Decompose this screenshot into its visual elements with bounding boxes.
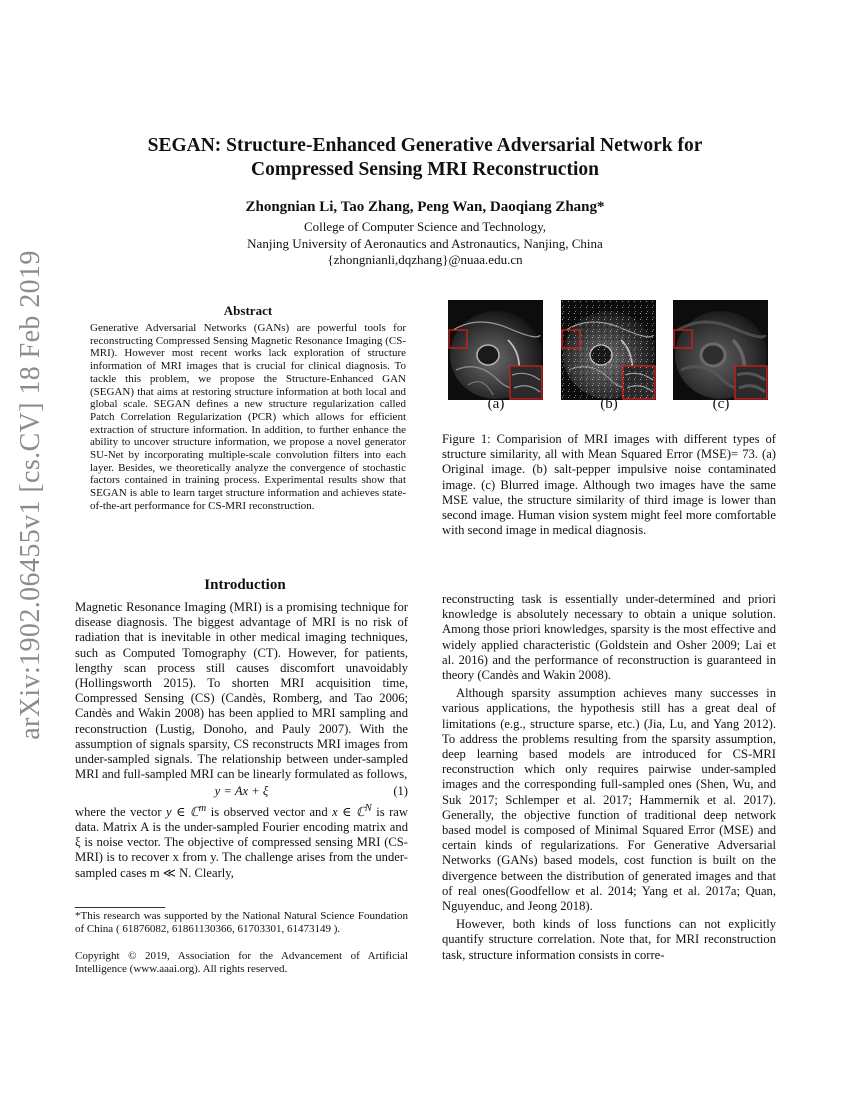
title-line-2: Compressed Sensing MRI Reconstruction [251, 159, 599, 180]
affiliation [80, 219, 770, 269]
author-list: Zhongnian Li, Tao Zhang, Peng Wan, Daoqiang Zhang* [245, 199, 605, 215]
abstract-text: Generative Adversarial Networks (GANs) are powerful tools for reconstructing Compressed Sensing Magnetic Resonance Imaging (CS-MRI). However most recent works lack exploration of structure information of MRI images that is crucial for clinical diagnosis. To tackle this problem, we propose the Structure-Enhanced GAN (SEGAN) that aims at restoring structure information at both local and global scale. SEGAN defines a new structure regularization called Patch Correlation Regularization (PCR) which allows for efficient extraction of structure information. In addition, to further enhance the ability to uncover structure information, we propose a novel generator SU-Net by incorporating multiple-scale convolution filters into each layer. Besides, we theoretically analyze the convergence of stochastic factors contained in training process. Experimental results show that SEGAN is able to learn target structure information and achieves state-of-the-art performance for CS-MRI reconstruction. [90, 322, 406, 512]
intro-p2-text-a: where the vector [75, 804, 167, 819]
affiliation-line-2: Nanjing University of Aeronautics and Astronautics, Nanjing, China [247, 235, 603, 251]
arxiv-id: arXiv:1902.06455v1 [cs.CV] 18 Feb 2019 [15, 250, 46, 740]
title-line-1: SEGAN: Structure-Enhanced Generative Adversarial Network for [147, 135, 703, 156]
intro-paragraph-2 [75, 801, 408, 881]
right-paragraph-3: However, both kinds of loss functions can not explicitly quantify structure correlation. Note that, for MRI reconstruction task, structure information consists in corre- [442, 917, 776, 962]
right-paragraph-1: reconstructing task is essentially under-determined and priori knowledge is absolutely necessary to obtain a unique solution. Among those priori knowledges, sparsity is the most effective and widely applied characteristic (Goldstein and Osher 2009; Lai et al. 2016) and the performance of reconstruction is guaranteed in theory (Candès and Wakin 2008). [442, 592, 776, 683]
mri-image-noise [561, 300, 656, 400]
affiliation-line-1: College of Computer Science and Technology, [303, 219, 547, 234]
math-sup-N: N [364, 802, 372, 814]
left-column-body [75, 600, 408, 881]
footnote-rule [75, 907, 165, 908]
arxiv-stamp [8, 250, 54, 740]
funding-footnote: *This research was supported by the National Natural Science Foundation of China ( 61876082, 61861130366, 61703301, 61473149 ). [75, 910, 408, 935]
equation-body: y = Ax + ξ [214, 784, 269, 799]
introduction-heading: Introduction [204, 577, 286, 593]
math-y-in-Cm: y ∈ ℂ [166, 804, 199, 819]
figure-caption: Figure 1: Comparision of MRI images with different types of structure similarity, all with Mean Squared Error (MSE)= 73. (a) Original image. (b) salt-pepper impulsive noise contaminated image. (c) Blurred image. Although two images have the same MSE value, the structure similarity of third image is lower than second image. Human vision system might feel more comfortable with second image in medical diagnosis. [442, 432, 776, 538]
intro-p2-text-c: is raw data. Matrix A is the under-sampled Fourier encoding matrix and ξ is noise vector. The objective of compressed sensing MRI (CS-MRI) is to recover x from y. The challenge arises from the under-sampled cases m ≪ N. Clearly, [75, 804, 408, 880]
math-x-in-CN: x ∈ ℂ [332, 804, 365, 819]
figure-label-c: (c) [712, 396, 730, 412]
right-column-body [442, 592, 776, 963]
equation-number: (1) [393, 784, 408, 799]
mri-image-original [448, 300, 543, 400]
intro-paragraph-1: Magnetic Resonance Imaging (MRI) is a promising technique for disease diagnosis. The biggest advantage of MRI is no risk of radiation that is inevitable in other medical imaging techniques, such as Computed Tomography (CT). However, for patients, lengthy scan process still causes discomfort unavoidably (Hollingsworth 2015). To shorten MRI acquisition time, Compressed Sensing (CS) (Candès, Romberg, and Tao 2006; Candès and Wakin 2008) has been applied to MRI sampling and reconstruction (Lustig, Donoho, and Pauly 2007). With the assumption of signals sparsity, CS reconstructs MRI images from under-sampled signals. The relationship between under-sampled MRI and full-sampled MRI can be linearly formulated as follows, [75, 600, 408, 782]
right-paragraph-2: Although sparsity assumption achieves many successes in various applications, the hypothesis still has a great deal of limitations (e.g., structure sparse, etc.) (Jia, Lu, and Yang 2012). To address the problems resulting from the sparsity assumption, deep learning based models are introduced for CS-MRI reconstruction which only requires pairwise under-sampled images and the corresponding full-sampled ones (Shen, Wu, and Suk 2017; Schlemper et al. 2017; Hammernik et al. 2017). Generally, the objective function of traditional deep network based model is composed of Minimal Squared Error (MSE) and certain kinds of regularizations. For Generative Adversarial Networks (GANs) based models, cost function is built on the divergence between the distribution of generated images and that of real ones(Goodfellow et al. 2014; Yang et al. 2017a; Quan, Nguyenduc, and Jeong 2018). [442, 686, 776, 914]
mri-image-blurred [673, 300, 768, 400]
copyright-notice: Copyright © 2019, Association for the Advancement of Artificial Intelligence (www.aaai.org). All rights reserved. [75, 950, 408, 975]
paper-title [80, 134, 770, 182]
author-email: {zhongnianli,dqzhang}@nuaa.edu.cn [327, 252, 523, 267]
figure-label-a: (a) [487, 396, 505, 412]
equation-1 [75, 784, 408, 799]
figure-label-b: (b) [600, 396, 618, 412]
abstract-heading: Abstract [223, 303, 273, 318]
math-sup-m: m [198, 802, 207, 814]
intro-p2-text-b: is observed vector and [206, 804, 333, 819]
